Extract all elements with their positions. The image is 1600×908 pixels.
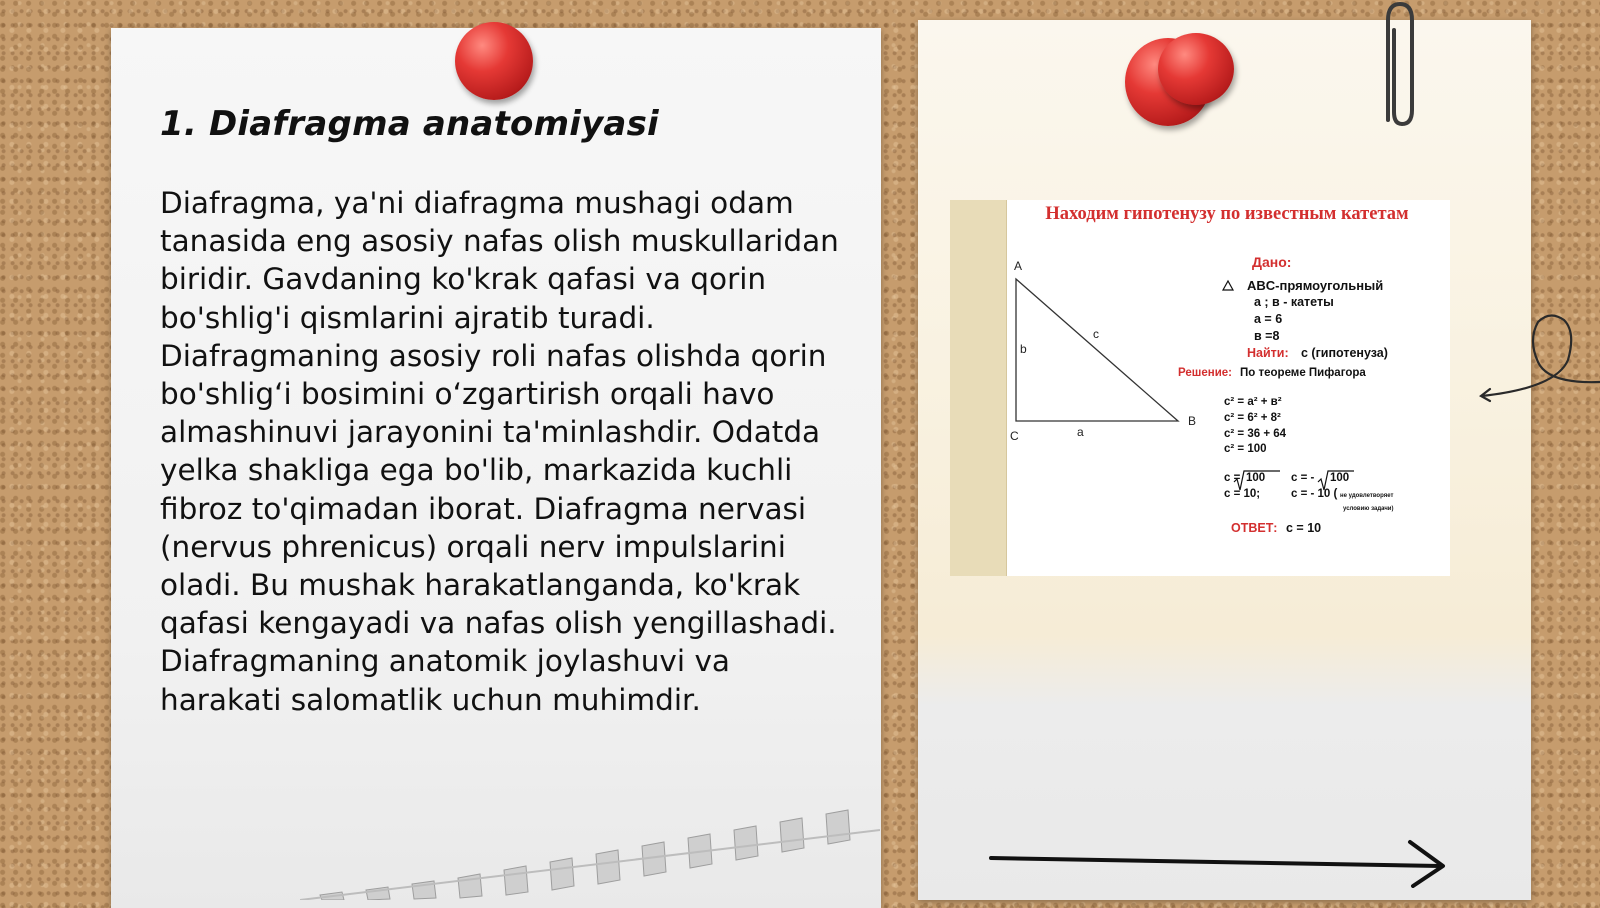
vertex-label-b: B	[1188, 414, 1197, 428]
red-pushpin-icon	[1158, 33, 1234, 105]
root-positive-value: c = 10;	[1224, 488, 1261, 500]
solution-value: По теореме Пифагора	[1240, 367, 1366, 379]
red-pushpin-icon	[455, 22, 533, 100]
answer-value: c = 10	[1286, 521, 1322, 535]
note-body-text: Diafragma, ya'ni diafragma mushagi odam tanasida eng asosiy nafas olish muskullaridan biridir. Gavdaning ko'krak qafasi va qorin bo'shlig'i qismlarini ajratib turadi. Diafragmaning asosiy roli nafas olishda qorin bo'shlig‘i bosimini o‘zgartirish orqali havo almashinuvi jarayonini ta'minlashdir. Odatda yelka shakliga ega bo'lib, markazida kuchli fibroz to'qimadan iborat. Diafragma nervasi (nervus phrenicus) orqali nerv impulslarini oladi. Bu mushak harakatlanganda, ko'krak qafasi kengayadi va nafas olish yengillashadi. Diafragmaning anatomik joylashuvi va harakati salomatlik uchun muhimdir.	[160, 186, 839, 717]
solution-step: c² = 6² + 8²	[1224, 412, 1281, 424]
torn-paper-edge	[300, 800, 880, 900]
root-note-line: условию задачи)	[1343, 506, 1394, 512]
root-note-line: не удовлетворяет	[1340, 493, 1394, 499]
given-line: a ; в - катеты	[1254, 295, 1334, 309]
right-triangle-diagram	[950, 200, 1450, 576]
paperclip-icon	[1372, 0, 1422, 130]
side-label-c: c	[1093, 327, 1099, 341]
given-line: ABC-прямоугольный	[1247, 278, 1384, 293]
root-negative-radicand: 100	[1330, 472, 1350, 484]
root-negative-prefix: c = -	[1291, 472, 1315, 484]
root-positive-prefix: c =	[1224, 472, 1241, 484]
find-label: Найти:	[1247, 346, 1289, 360]
right-arrow-icon	[985, 838, 1455, 888]
root-positive-radicand: 100	[1246, 472, 1266, 484]
solution-label: Решение:	[1178, 367, 1233, 379]
find-value: с (гипотенуза)	[1301, 346, 1388, 360]
note-heading: 1. Diafragma anatomiyasi	[160, 104, 659, 144]
root-negative-value: c = - 10 (	[1291, 488, 1338, 500]
given-label: Дано:	[1252, 254, 1292, 270]
loop-arrow-doodle-icon	[1478, 310, 1600, 410]
card-title: Находим гипотенузу по известным катетам	[1045, 204, 1409, 224]
vertex-label-c: C	[1010, 429, 1019, 443]
solution-step: c² = 36 + 64	[1224, 428, 1287, 440]
solution-step: c² = a² + в²	[1224, 396, 1282, 408]
side-label-a: a	[1077, 425, 1084, 439]
solution-step: c² = 100	[1224, 443, 1267, 455]
pythagoras-problem-image	[950, 200, 1450, 576]
vertex-label-a: A	[1014, 259, 1023, 273]
side-label-b: b	[1020, 342, 1027, 356]
given-line: a = 6	[1254, 312, 1283, 326]
answer-label: ОТВЕТ:	[1231, 521, 1278, 535]
given-line: в =8	[1254, 329, 1280, 343]
